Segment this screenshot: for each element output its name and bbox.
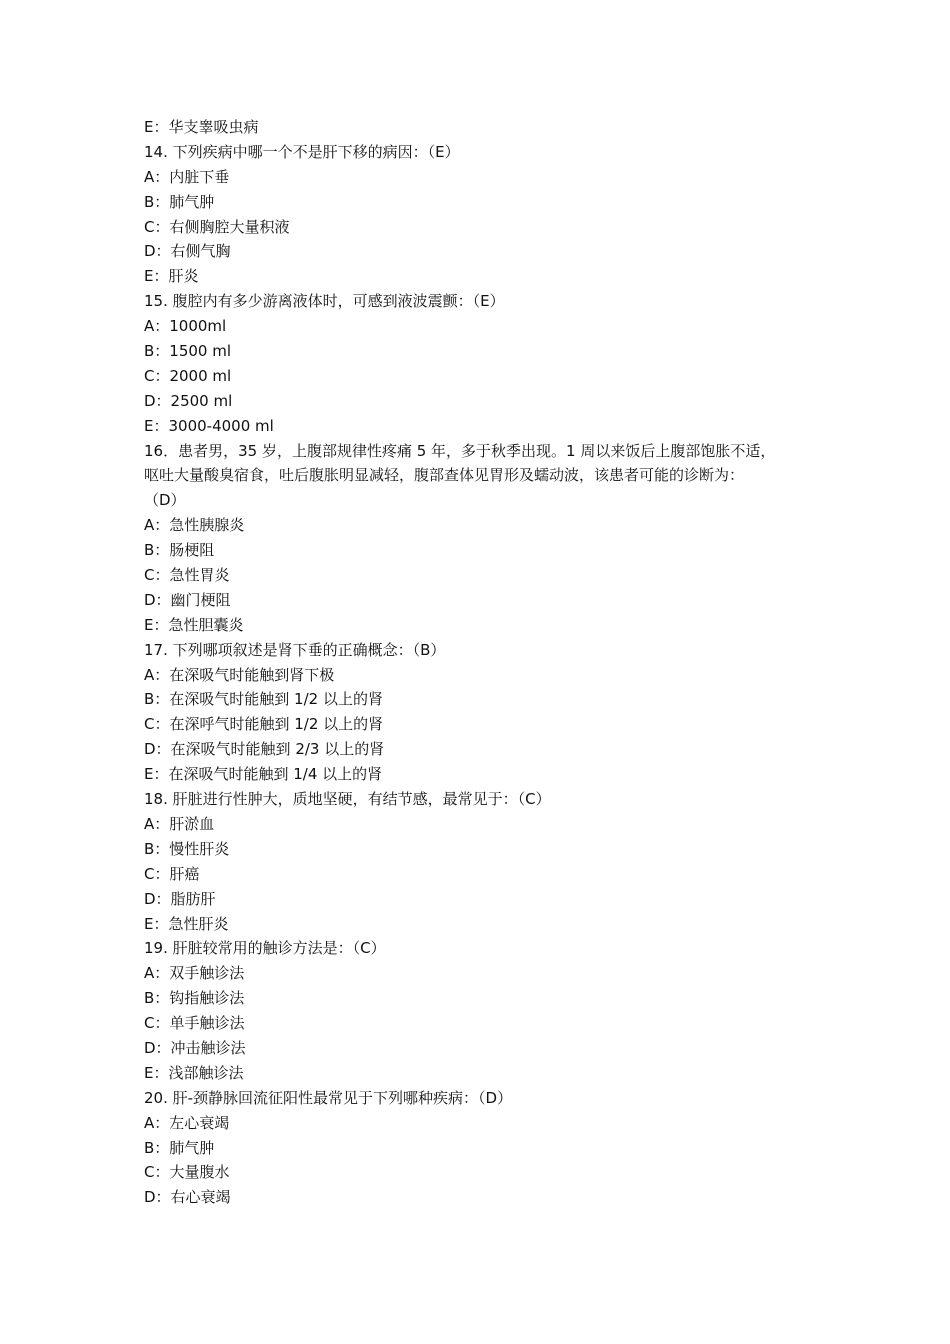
option-c: C：在深呼气时能触到 1/2 以上的肾 (144, 715, 384, 734)
option-a: A：1000ml (144, 317, 227, 336)
option-b: B：肺气肿 (144, 1138, 215, 1157)
option-c: C：肝癌 (144, 864, 200, 883)
question-14: 14. 下列疾病中哪一个不是肝下移的病因：（E） (144, 142, 460, 161)
text-line: E：华支睾吸虫病 (144, 118, 259, 136)
option-c: C：单手触诊法 (144, 1014, 245, 1033)
option-b: B：肠梗阻 (144, 541, 215, 560)
option-e: E：急性胆囊炎 (144, 615, 244, 634)
question-18: 18. 肝脏进行性肿大，质地坚硬，有结节感，最常见于：（C） (144, 790, 551, 809)
option-d: D：2500 ml (144, 391, 233, 410)
option-c: C：急性胃炎 (144, 566, 230, 585)
question-15: 15. 腹腔内有多少游离液体时，可感到液波震颤：（E） (144, 292, 505, 311)
option-b: B：肺气肿 (144, 192, 215, 211)
option-a: A：左心衰竭 (144, 1113, 230, 1132)
option-c: C：右侧胸腔大量积液 (144, 217, 290, 236)
option-a: A：急性胰腺炎 (144, 516, 245, 535)
question-16-answer: （D） (144, 491, 186, 510)
question-20: 20. 肝-颈静脉回流征阳性最常见于下列哪种疾病：（D） (144, 1088, 513, 1107)
option-b: B：慢性肝炎 (144, 839, 230, 858)
question-17: 17. 下列哪项叙述是肾下垂的正确概念：（B） (144, 640, 446, 659)
option-c: C：2000 ml (144, 366, 232, 385)
option-d: D：在深吸气时能触到 2/3 以上的肾 (144, 740, 385, 759)
option-d: D：右心衰竭 (144, 1188, 231, 1207)
option-b: B：钩指触诊法 (144, 989, 245, 1008)
option-d: D：冲击触诊法 (144, 1038, 246, 1057)
option-d: D：右侧气胸 (144, 242, 231, 261)
question-16-line-1: 16．患者男，35 岁，上腹部规律性疼痛 5 年，多于秋季出现。1 周以来饭后上腹部饱胀不适， (144, 441, 776, 460)
option-e: E：急性肝炎 (144, 914, 229, 933)
option-e: E：肝炎 (144, 267, 199, 286)
option-b: B：1500 ml (144, 342, 232, 361)
option-e: E：在深吸气时能触到 1/4 以上的肾 (144, 765, 383, 784)
option-d: D：幽门梗阻 (144, 590, 231, 609)
option-a: A：在深吸气时能触到肾下极 (144, 665, 335, 684)
question-19: 19. 肝脏较常用的触诊方法是：（C） (144, 939, 386, 958)
document-body (144, 115, 824, 1210)
question-16-line-2: 呕吐大量酸臭宿食，吐后腹胀明显减轻，腹部查体见胃形及蠕动波，该患者可能的诊断为： (144, 466, 745, 485)
option-a: A：肝淤血 (144, 814, 215, 833)
option-d: D：脂肪肝 (144, 889, 216, 908)
option-a: A：内脏下垂 (144, 167, 230, 186)
option-c: C：大量腹水 (144, 1163, 230, 1182)
option-e: E：浅部触诊法 (144, 1063, 244, 1082)
option-b: B：在深吸气时能触到 1/2 以上的肾 (144, 690, 383, 709)
option-a: A：双手触诊法 (144, 964, 245, 983)
option-e: E：3000-4000 ml (144, 416, 274, 435)
